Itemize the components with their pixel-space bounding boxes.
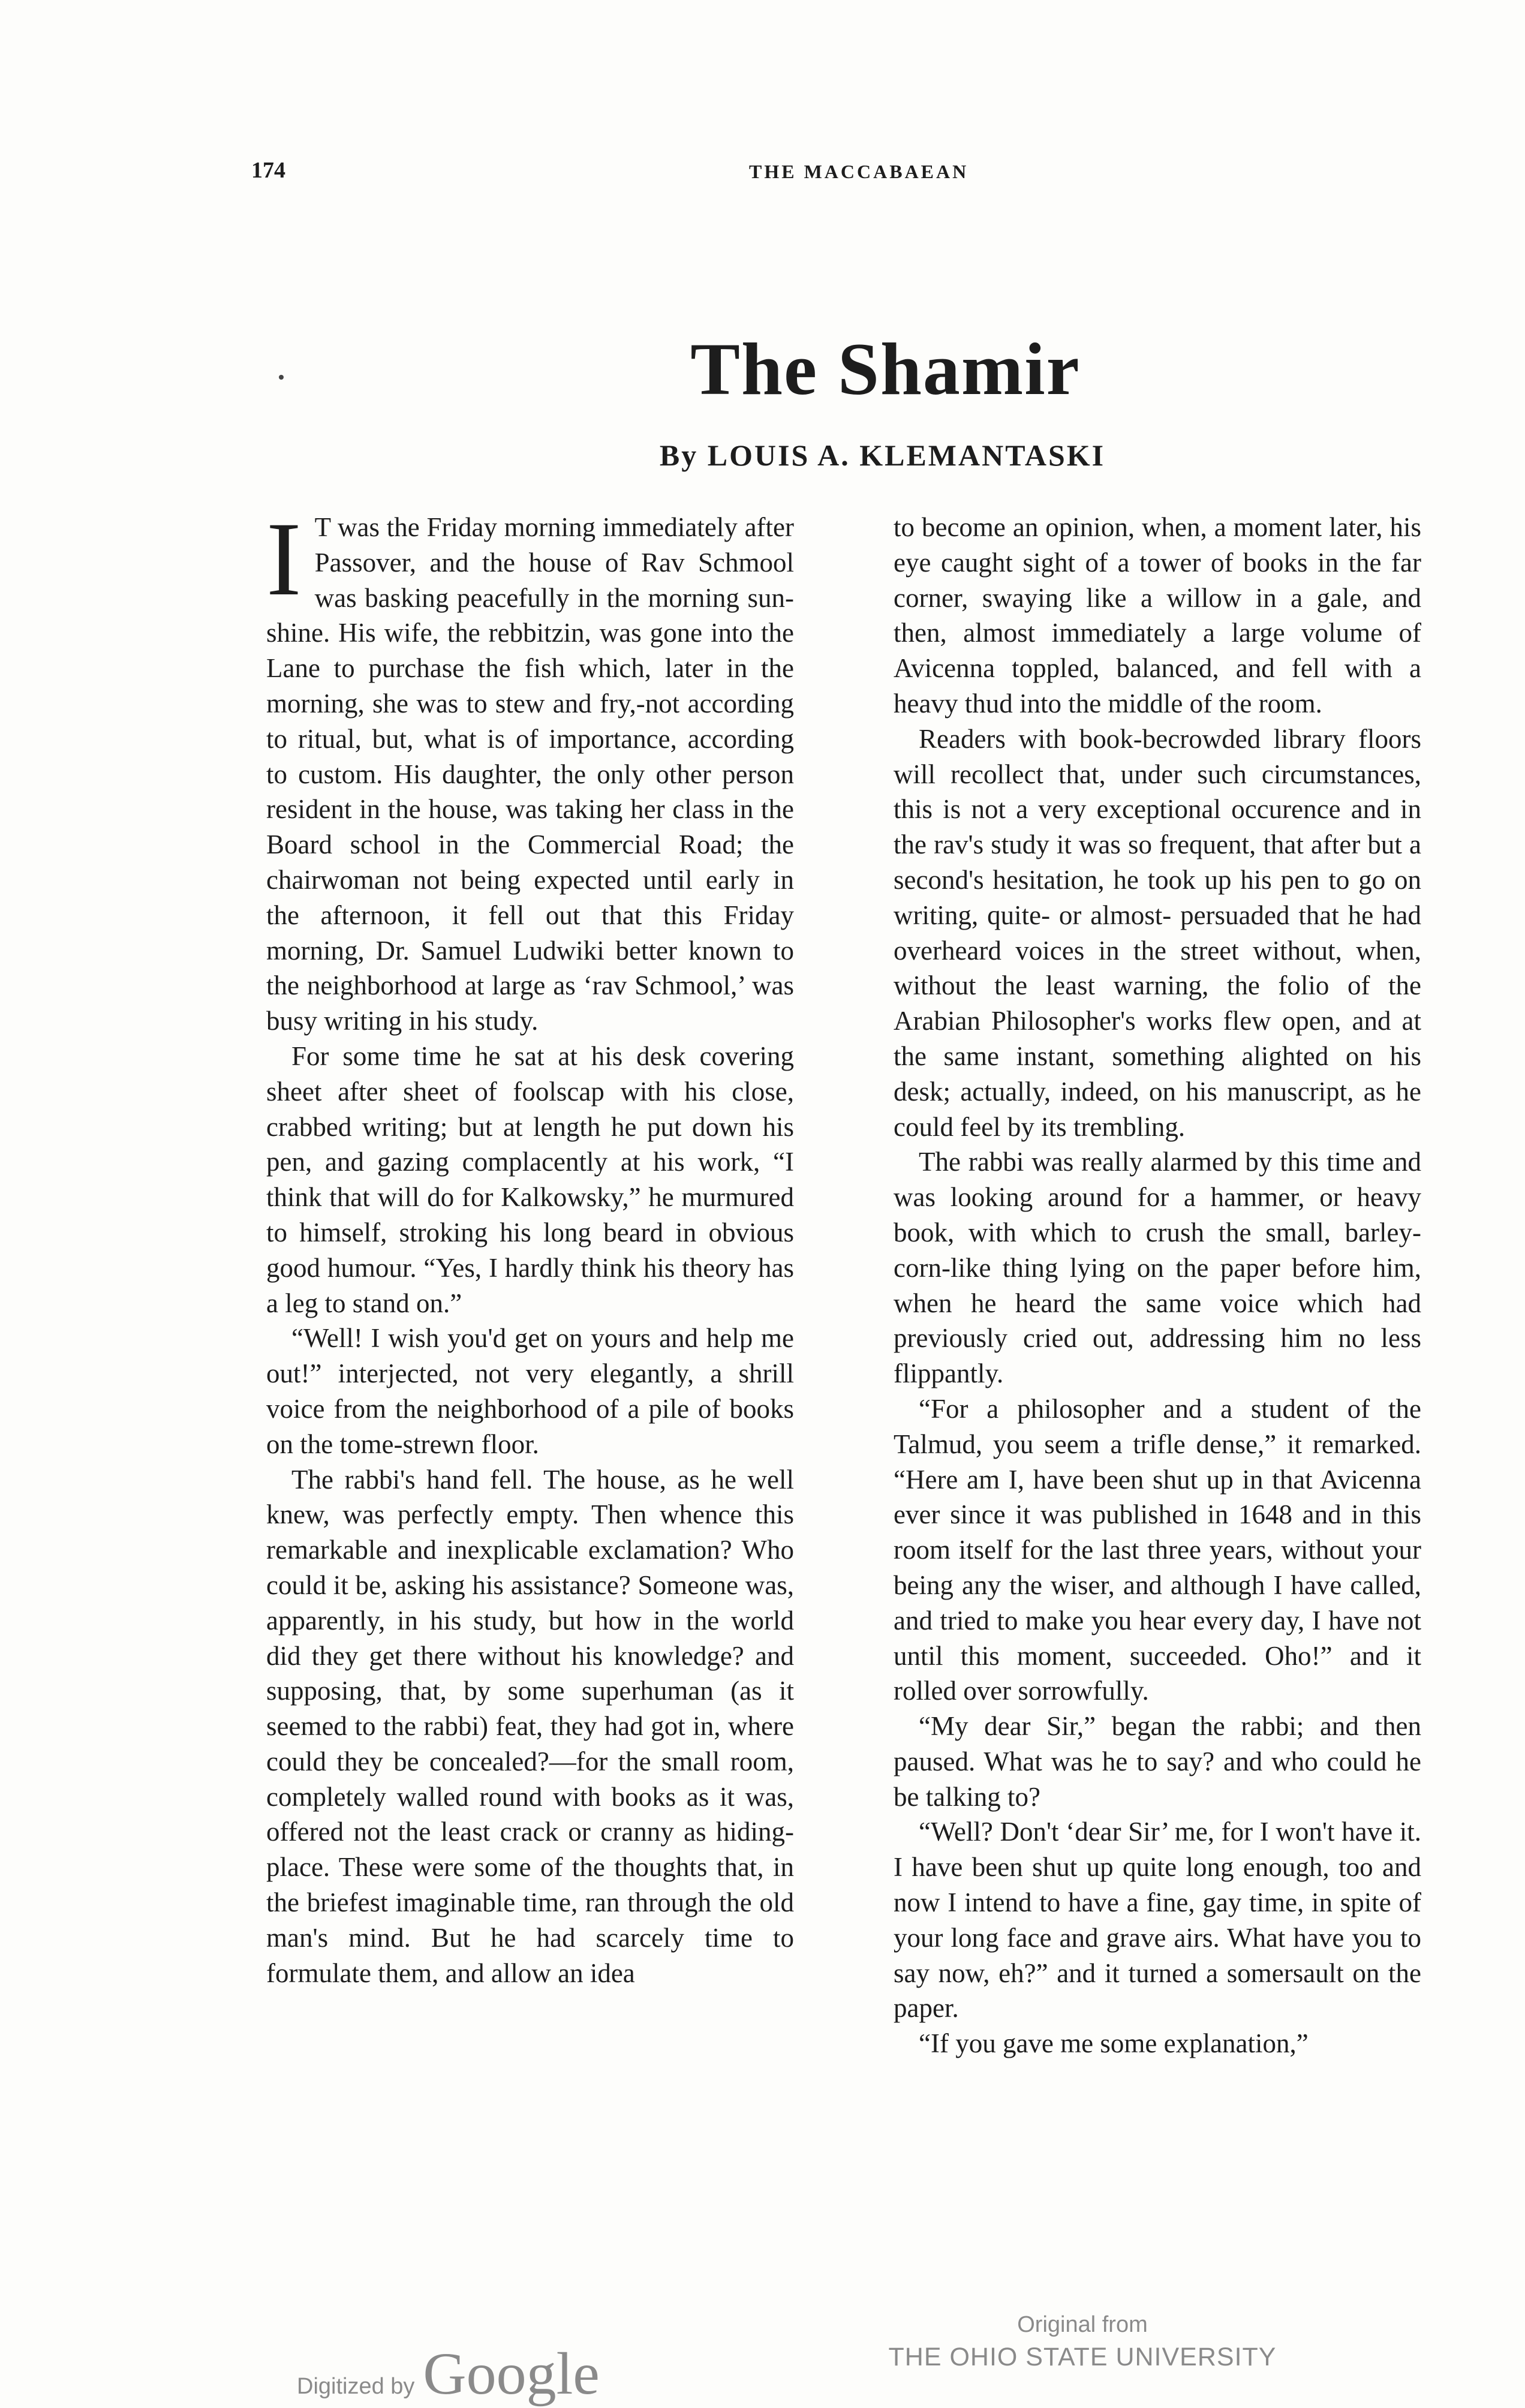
running-head: THE MACCABAEAN [749,161,969,182]
paragraph-5: to become an opinion, when, a moment later, his eye caught sight of a tower of books in the far corner, swaying like a willow in a gale, and then, almost immediately a large volume of Avicenna toppled, balanced, and fell with a heavy thud into the middle of the room. [894,512,1421,719]
digitized-by-label: Digitized by [297,2374,415,2399]
paragraph-6: Readers with book-becrowded library floors will recollect that, under such circumstances, this is not a very exceptional occurence and in the rav's study it was so frequent, that after but a second's hesitation, he took up his pen to go on writing, quite- or almost- persuaded that he had overheard voices in the street without, when, without the least warning, the folio of the Arabian Philosopher's works flew open, and at the same instant, something alighted on his desk; actually, indeed, on his manuscript, as he could feel by its trembling. [894,723,1421,1142]
paragraph-8: “For a philosopher and a student of the Talmud, you seem a trifle dense,” it remarked. “Here am I, have been shut up in that Avicenna ever since it was published in 1648 and in this room itself for the last three years, without your being any the wiser, and although I have called, and tried to make you hear every day, I have not until this moment, succeeded. Oho!” and it rolled over sorrowfully. [894,1393,1421,1706]
paragraph-1-text: T was the Friday morning immediately after Passover, and the house of Rav Schmool was basking peacefully in the morning sun-shine. His wife, the rebbitzin, was gone into the Lane to purchase the fish which, later in the morning, she was to stew and fry,-not according to ritual, but, what is of importance, according to custom. His daughter, the only other person resident in the house, was taking her class in the Board school in the Commercial Road; the chairwoman not being expected until early in the afternoon, it fell out that this Friday morning, Dr. Samuel Ludwiki better known to the neighborhood at large as ‘rav Schmool,’ was busy writing in his study. [266,512,794,1036]
paragraph-3: “Well! I wish you'd get on yours and help me out!” interjected, not very elegantly, a shrill voice from the neighborhood of a pile of books on the tome-strewn floor. [266,1323,794,1459]
article-byline: By LOUIS A. KLEMANTASKI [659,438,1106,472]
page-number: 174 [251,158,285,183]
original-from-label: Original from [1017,2312,1148,2337]
university-label: THE OHIO STATE UNIVERSITY [888,2343,1277,2371]
article-title: The Shamir [690,328,1081,410]
paragraph-10: “Well? Don't ‘dear Sir’ me, for I won't have it. I have been shut up quite long enough, too and now I intend to have a fine, gay time, in spite of your long face and grave airs. What have you to say now, eh?” and it turned a somersault on the paper. [894,1817,1421,2024]
drop-cap: I [266,501,302,618]
paragraph-11: “If you gave me some explanation,” [919,2028,1309,2059]
right-column [894,510,1421,2061]
page-header [251,157,1259,193]
google-logo: Google [423,2340,600,2407]
digitized-by-watermark [297,2339,600,2408]
paragraph-4: The rabbi's hand fell. The house, as he well knew, was perfectly empty. Then whence this remarkable and inexplicable exclamation? Who could it be, asking his assistance? Someone was, apparently, in his study, but how in the world did they get there without his knowledge? and supposing, that, by some superhuman (as it seemed to the rabbi) feat, they had got in, where could they be concealed?—for the small room, completely walled round with books as it was, offered not the least crack or cranny as hiding-place. These were some of the thoughts that, in the briefest imaginable time, ran through the old man's mind. But he had scarcely time to formulate them, and allow an idea [266,1464,794,1988]
paragraph-7: The rabbi was really alarmed by this time and was looking around for a hammer, or heavy book, with which to crush the small, barley-corn-like thing lying on the paper before him, when he heard the same voice which had previously cried out, addressing him no less flippantly. [894,1147,1421,1389]
left-column [266,501,794,1991]
paragraph-1 [266,501,794,1039]
paragraph-2: For some time he sat at his desk covering sheet after sheet of foolscap with his close, crabbed writing; but at length he put down his pen, and gazing complacently at his work, “I think that will do for Kalkowsky,” he murmured to himself, stroking his long beard in obvious good humour. “Yes, I hardly think his theory has a leg to stand on.” [266,1041,794,1318]
paragraph-9: “My dear Sir,” began the rabbi; and then paused. What was he to say? and who could he be talking to? [894,1711,1421,1812]
source-watermark [879,2312,1286,2372]
